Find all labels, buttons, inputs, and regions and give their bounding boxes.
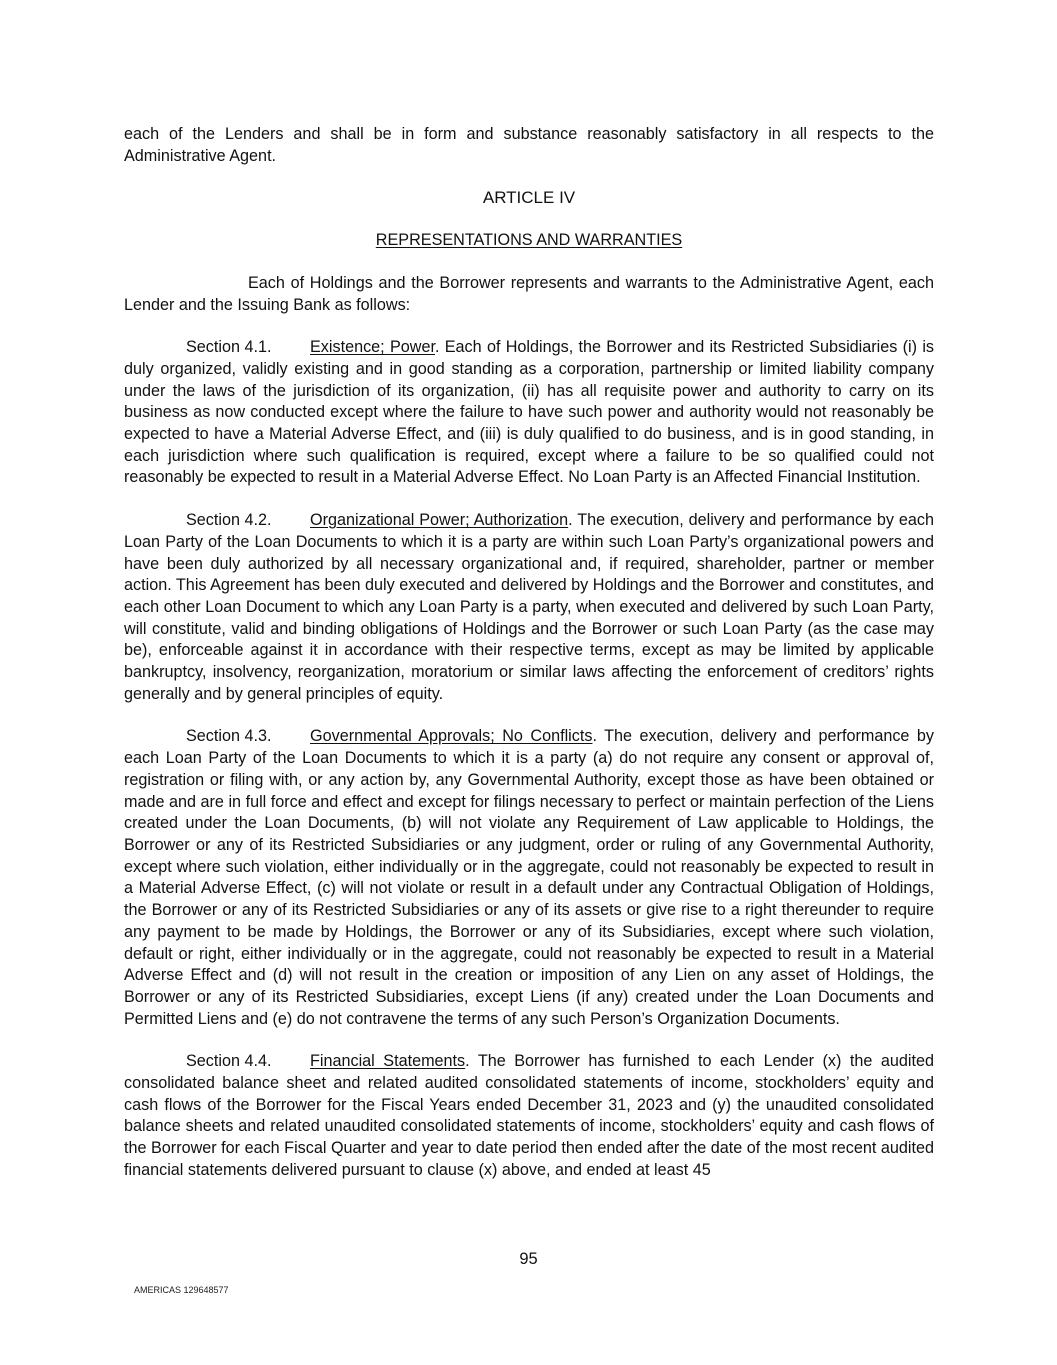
article-title-text: REPRESENTATIONS AND WARRANTIES: [375, 231, 683, 250]
document-page: [124, 124, 934, 1182]
section-title: Governmental Approvals; No Conflicts: [310, 727, 593, 746]
section-body: . The execution, delivery and performance by each Loan Party of the Loan Documents to which it is a party are within such Loan Party’s organizational powers and have been duly authorized by all necessary organizational and, if required, shareholder, partner or member action. This Agreement has been duly executed and delivered by Holdings and the Borrower and constitutes, and each other Loan Document to which any Loan Party is a party, when executed and delivered by such Loan Party, will constitute, valid and binding obligations of Holdings and the Borrower or such Loan Party (as the case may be), enforceable against it in accordance with their respective terms, except as may be limited by applicable bankruptcy, insolvency, reorganization, moratorium or similar laws affecting the enforcement of creditors’ rights generally and by general principles of equity.: [124, 511, 934, 703]
article-number: ARTICLE IV: [482, 188, 576, 208]
page-number: 95: [519, 1250, 538, 1268]
document-id: AMERICAS 129648577: [134, 1285, 229, 1295]
section-number: Section 4.4.: [186, 1052, 272, 1071]
section-title: Existence; Power: [310, 338, 435, 357]
section-body: . The Borrower has furnished to each Lender (x) the audited consolidated balance sheet and related audited consolidated statements of income, stockholders’ equity and cash flows of the Borrower for the Fiscal Years ended December 31, 2023 and (y) the unaudited consolidated balance sheets and related unaudited consolidated statements of income, stockholders’ equity and cash flows of the Borrower for each Fiscal Quarter and year to date period then ended after the date of the most recent audited financial statements delivered pursuant to clause (x) above, and ended at least 45: [124, 1052, 934, 1179]
section-4-4: [124, 1051, 934, 1181]
section-title: Organizational Power; Authorization: [310, 511, 569, 530]
section-body: . The execution, delivery and performance by each Loan Party of the Loan Documents to which it is a party (a) do not require any consent or approval of, registration or filing with, or any action by, any Governmental Authority, except those as have been obtained or made and are in full force and effect and except for filings necessary to perfect or maintain perfection of the Liens created under the Loan Documents, (b) will not violate any Requirement of Law applicable to Holdings, the Borrower or any of its Restricted Subsidiaries or any judgment, order or ruling of any Governmental Authority, except where such violation, either individually or in the aggregate, could not reasonably be expected to result in a Material Adverse Effect, (c) will not violate or result in a default under any Contractual Obligation of Holdings, the Borrower or any of its Restricted Subsidiaries or any of its assets or give rise to a right thereunder to require any payment to be made by Holdings, the Borrower or any of its Subsidiaries, except where such violation, default or right, either individually or in the aggregate, could not reasonably be expected to result in a Material Adverse Effect and (d) will not result in the creation or imposition of any Lien on any asset of Holdings, the Borrower or any of its Restricted Subsidiaries, except Liens (if any) created under the Loan Documents and Permitted Liens and (e) do not contravene the terms of any such Person’s Organization Documents.: [124, 727, 934, 1028]
section-4-1: [124, 337, 934, 489]
article-intro: Each of Holdings and the Borrower represents and warrants to the Administrative Agent, each Lender and the Issuing Bank as follows:: [124, 273, 934, 314]
section-4-3: [124, 726, 934, 1030]
section-number: Section 4.2.: [186, 511, 272, 530]
continuation-paragraph: each of the Lenders and shall be in form and substance reasonably satisfactory in all respects to the Administrative Agent.: [124, 125, 934, 165]
article-title: [124, 230, 934, 252]
section-number: Section 4.3.: [186, 727, 272, 746]
section-body: . Each of Holdings, the Borrower and its Restricted Subsidiaries (i) is duly organized, validly existing and in good standing as a corporation, partnership or limited liability company under the laws of the jurisdiction of its organization, (ii) has all requisite power and authority to carry on its business as now conducted except where the failure to have such power and authority would not reasonably be expected to have a Material Adverse Effect, and (iii) is duly qualified to do business, and is in good standing, in each jurisdiction where such qualification is required, except where a failure to be so qualified could not reasonably be expected to result in a Material Adverse Effect. No Loan Party is an Affected Financial Institution.: [124, 338, 935, 487]
section-number: Section 4.1.: [186, 338, 272, 357]
section-title: Financial Statements: [310, 1052, 466, 1071]
section-4-2: [124, 510, 934, 705]
